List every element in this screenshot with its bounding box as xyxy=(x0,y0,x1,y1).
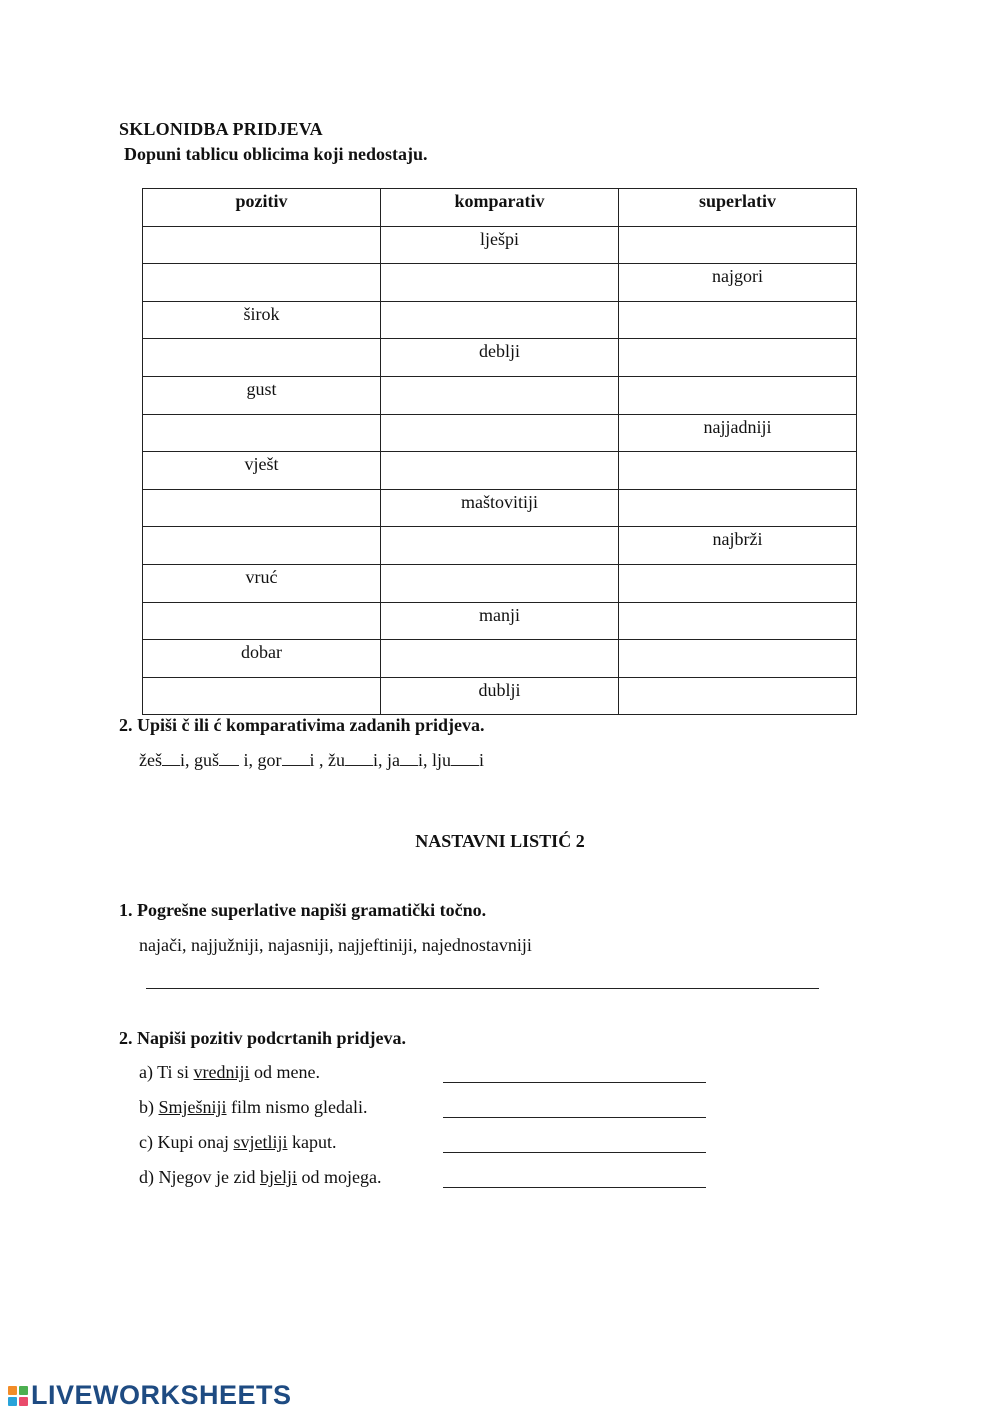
cell-komparativ: deblji xyxy=(381,339,619,377)
exercise3-question: 1. Pogrešne superlative napiši gramatički točno. xyxy=(119,900,487,920)
table-row xyxy=(143,226,857,264)
cell-komparativ[interactable] xyxy=(381,301,619,339)
sentence-d xyxy=(139,1167,381,1188)
logo-block xyxy=(19,1386,28,1395)
cell-komparativ[interactable] xyxy=(381,376,619,414)
table-row xyxy=(143,414,857,452)
cell-pozitiv: širok xyxy=(143,301,381,339)
exercise2-part: i xyxy=(479,750,485,770)
sentence-b xyxy=(139,1097,368,1118)
cell-pozitiv: dobar xyxy=(143,640,381,678)
table-row xyxy=(143,264,857,302)
cell-komparativ[interactable] xyxy=(381,414,619,452)
cell-komparativ[interactable] xyxy=(381,527,619,565)
cell-superlativ[interactable] xyxy=(619,452,857,490)
cell-superlativ[interactable] xyxy=(619,301,857,339)
cell-pozitiv[interactable] xyxy=(143,339,381,377)
cell-superlativ: najgori xyxy=(619,264,857,302)
cell-pozitiv: gust xyxy=(143,376,381,414)
exercise3-words: najači, najjužniji, najasniji, najjeftiniji, najednostavniji xyxy=(139,935,532,955)
sentence-text: film nismo gledali. xyxy=(226,1097,368,1117)
cell-komparativ: dublji xyxy=(381,677,619,715)
exercise2-part: i, gor xyxy=(239,750,282,770)
table-row xyxy=(143,564,857,602)
answer-blank[interactable] xyxy=(400,764,418,766)
exercise2-line xyxy=(139,750,484,771)
table-row xyxy=(143,677,857,715)
cell-komparativ[interactable] xyxy=(381,264,619,302)
answer-blank[interactable] xyxy=(219,764,239,766)
table-row xyxy=(143,489,857,527)
underlined-adjective: svjetliji xyxy=(233,1132,288,1152)
logo-blocks-icon xyxy=(8,1386,28,1406)
table-row xyxy=(143,301,857,339)
underlined-adjective: bjelji xyxy=(259,1167,297,1187)
cell-pozitiv: vješt xyxy=(143,452,381,490)
answer-line-d[interactable] xyxy=(443,1187,706,1188)
exercise3-answer-line[interactable] xyxy=(146,988,819,989)
table-header-row xyxy=(143,189,857,227)
cell-komparativ: manji xyxy=(381,602,619,640)
header-komparativ: komparativ xyxy=(381,189,619,227)
cell-superlativ: najbrži xyxy=(619,527,857,565)
exercise2-question: 2. Upiši č ili ć komparativima zadanih pridjeva. xyxy=(119,715,485,735)
sentence-text: od mene. xyxy=(249,1062,321,1082)
logo-block xyxy=(8,1397,17,1406)
cell-komparativ: lješpi xyxy=(381,226,619,264)
header-superlativ: superlativ xyxy=(619,189,857,227)
cell-pozitiv[interactable] xyxy=(143,602,381,640)
cell-pozitiv[interactable] xyxy=(143,264,381,302)
cell-superlativ[interactable] xyxy=(619,489,857,527)
answer-line-b[interactable] xyxy=(443,1117,706,1118)
sentence-text: kaput. xyxy=(287,1132,337,1152)
cell-superlativ: najjadniji xyxy=(619,414,857,452)
cell-superlativ[interactable] xyxy=(619,677,857,715)
table-row xyxy=(143,602,857,640)
sentence-c xyxy=(139,1132,336,1153)
sentence-a xyxy=(139,1062,320,1083)
answer-blank[interactable] xyxy=(345,764,373,766)
cell-superlativ[interactable] xyxy=(619,640,857,678)
cell-komparativ: maštovitiji xyxy=(381,489,619,527)
exercise4-question: 2. Napiši pozitiv podcrtanih pridjeva. xyxy=(119,1028,407,1048)
header-pozitiv: pozitiv xyxy=(143,189,381,227)
table-row xyxy=(143,527,857,565)
cell-pozitiv[interactable] xyxy=(143,677,381,715)
logo-block xyxy=(19,1397,28,1406)
cell-pozitiv[interactable] xyxy=(143,489,381,527)
sentence-text: d) Njegov je zid xyxy=(139,1167,260,1187)
cell-superlativ[interactable] xyxy=(619,226,857,264)
cell-pozitiv[interactable] xyxy=(143,226,381,264)
worksheet-title: SKLONIDBA PRIDJEVA xyxy=(119,119,323,139)
cell-pozitiv[interactable] xyxy=(143,414,381,452)
sentence-text: b) xyxy=(139,1097,159,1117)
answer-blank[interactable] xyxy=(451,764,479,766)
answer-blank[interactable] xyxy=(162,764,180,766)
exercise2-part: i, ja xyxy=(373,750,400,770)
exercise2-part: i , žu xyxy=(309,750,345,770)
exercise2-part: i, lju xyxy=(418,750,452,770)
cell-superlativ[interactable] xyxy=(619,602,857,640)
underlined-adjective: Smješniji xyxy=(158,1097,227,1117)
underlined-adjective: vredniji xyxy=(193,1062,250,1082)
table-row xyxy=(143,640,857,678)
table-row xyxy=(143,339,857,377)
liveworksheets-logo xyxy=(8,1380,292,1411)
sentence-text: c) Kupi onaj xyxy=(139,1132,234,1152)
sentence-text: od mojega. xyxy=(296,1167,382,1187)
table-row xyxy=(143,376,857,414)
cell-superlativ[interactable] xyxy=(619,339,857,377)
section-heading: NASTAVNI LISTIĆ 2 xyxy=(415,831,585,851)
cell-superlativ[interactable] xyxy=(619,376,857,414)
answer-line-c[interactable] xyxy=(443,1152,706,1153)
cell-pozitiv[interactable] xyxy=(143,527,381,565)
logo-block xyxy=(8,1386,17,1395)
adjective-table xyxy=(142,188,857,715)
logo-text: LIVEWORKSHEETS xyxy=(31,1380,292,1410)
instruction-text: Dopuni tablicu oblicima koji nedostaju. xyxy=(124,144,428,164)
exercise2-part: i, guš xyxy=(179,750,219,770)
exercise2-part: žeš xyxy=(139,750,162,770)
cell-komparativ[interactable] xyxy=(381,640,619,678)
cell-pozitiv: vruć xyxy=(143,564,381,602)
cell-superlativ[interactable] xyxy=(619,564,857,602)
cell-komparativ[interactable] xyxy=(381,564,619,602)
answer-line-a[interactable] xyxy=(443,1082,706,1083)
answer-blank[interactable] xyxy=(282,764,310,766)
cell-komparativ[interactable] xyxy=(381,452,619,490)
sentence-text: a) Ti si xyxy=(139,1062,194,1082)
table-row xyxy=(143,452,857,490)
